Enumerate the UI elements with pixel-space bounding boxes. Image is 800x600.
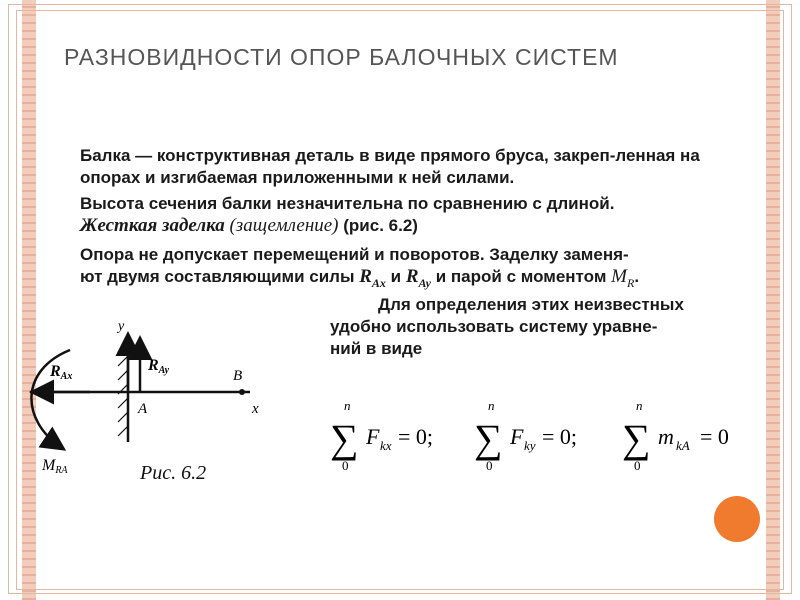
figure-caption: Рис. 6.2 (140, 462, 207, 484)
equation-3 (622, 398, 729, 473)
eq3-lower: 0 (634, 458, 641, 473)
label-y: y (118, 319, 125, 334)
eq3-upper: n (636, 398, 643, 413)
line5-prefix: ют двумя составляющими силы (80, 267, 355, 286)
paragraph-unknowns-line1: Для определения этих неизвестных (378, 295, 684, 314)
eq3-rhs: = 0 (700, 424, 729, 449)
equation-1 (330, 398, 433, 473)
eq2-rhs: = 0; (542, 424, 578, 449)
eq3-sub: kA (676, 438, 690, 453)
force-rax-sub: Ax (371, 275, 386, 290)
eq2-sub: ky (524, 438, 536, 453)
label-a: A (138, 401, 148, 417)
label-mr-letter: M (42, 457, 56, 474)
eq2-body: F (510, 424, 524, 449)
force-ray-sub: Ay (418, 275, 431, 290)
slide-title: РАЗНОВИДНОСТИ ОПОР БАЛОЧНЫХ СИСТЕМ (64, 44, 619, 70)
paragraph-unknowns-line2: удобно использовать систему уравне- (330, 317, 658, 336)
line5-mid: и парой с моментом (435, 267, 607, 286)
force-rax-letter: R (359, 266, 372, 287)
label-b: B (233, 368, 243, 384)
line5-and: и (390, 267, 402, 286)
decorative-orange-dot (714, 496, 760, 542)
eq1-rhs: = 0; (398, 424, 434, 449)
label-ray-letter: R (148, 357, 159, 374)
paragraph-support-line1: Опора не допускает перемещений и поворотов. Заделку заменя- (80, 245, 629, 264)
term-parenthetical: (защемление) (229, 215, 339, 236)
label-rax (49, 363, 72, 382)
label-ray-sub: Ay (158, 365, 170, 376)
moment-mr-letter: M (611, 266, 627, 287)
wall-hatching (118, 342, 128, 436)
label-ray (147, 357, 170, 376)
term-rigid-support: Жесткая заделка (80, 215, 225, 236)
paragraph-unknowns-line3: ний в виде (330, 339, 423, 358)
paragraph-beam-definition: Балка — конструктивная деталь в виде прямого бруса, закреп-ленная на опорах и изгибаемая приложенными к ней силами. (80, 146, 700, 187)
label-mr (41, 457, 68, 476)
eq1-body: F (366, 424, 380, 449)
line5-end: . (634, 267, 640, 286)
force-ray-letter: R (405, 266, 419, 287)
label-x: x (252, 401, 259, 417)
label-rax-sub: Ax (60, 371, 73, 382)
label-mr-sub: RA (55, 465, 68, 476)
eq2-sigma: ∑ (474, 416, 503, 461)
eq3-sigma: ∑ (622, 416, 651, 461)
figure-6-2 (30, 319, 259, 476)
eq1-sigma: ∑ (330, 416, 359, 461)
moment-mr-sub: R (626, 275, 635, 290)
eq1-lower: 0 (342, 458, 349, 473)
equation-2 (474, 398, 577, 473)
eq1-upper: n (344, 398, 351, 413)
eq2-upper: n (488, 398, 495, 413)
paragraph-section-height: Высота сечения балки незначительна по сравнению с длиной. (80, 194, 615, 213)
eq3-body: m (658, 424, 674, 449)
eq1-sub: kx (380, 438, 392, 453)
label-rax-letter: R (50, 363, 61, 380)
term-figure-ref: (рис. 6.2) (343, 216, 418, 235)
point-b (239, 389, 245, 395)
eq2-lower: 0 (486, 458, 493, 473)
